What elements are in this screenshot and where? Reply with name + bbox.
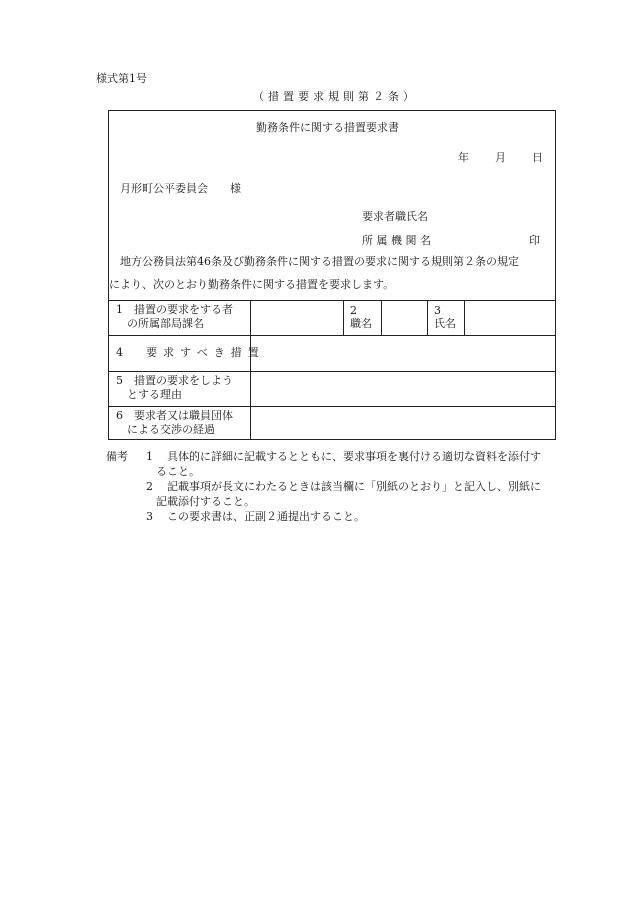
document-title: 勤務条件に関する措置要求書 [256,121,399,134]
row1-col3-label: 氏名 [434,317,456,330]
note-3-number: 3 [146,510,153,523]
date-day-label: 日 [532,151,543,164]
note-2-line2: 記載添付すること。 [156,495,255,508]
row4-label-line2: による交渉の経過 [127,423,215,436]
department-field[interactable] [251,301,342,334]
addressee: 月形町公平委員会 様 [120,182,241,195]
note-2-line1: 記載事項が長文にわたるときは該当欄に「別紙のとおり」と記入し、別紙に [167,480,541,493]
body-line-1: 地方公務員法第46条及び勤務条件に関する措置の要求に関する規則第２条の規定 [120,255,519,268]
row2-label: 4 要求すべき措置 [116,346,265,359]
requester-name-label: 要求者職氏名 [362,210,428,223]
date-month-label: 月 [495,151,506,164]
table-col-divider [343,300,344,335]
note-2-number: 2 [146,480,153,493]
note-1-line2: ること。 [156,465,200,478]
row1-col3-number: 3 [434,304,441,317]
requested-measure-field[interactable] [251,336,554,370]
body-line-2: により、次のとおり勤務条件に関する措置を要求します。 [109,278,395,291]
seal-label: 印 [529,234,540,247]
reason-field[interactable] [251,372,554,405]
form-number: 様式第1号 [96,72,147,85]
notes-section [106,449,576,524]
request-form-frame [108,110,556,440]
table-col-divider [427,300,428,335]
rule-reference: （措置要求規則第２条） [253,90,418,103]
note-3-line1: この要求書は、正副２通提出すること。 [167,510,365,523]
note-1-line1: 具体的に詳細に記載するとともに、要求事項を裏付ける適切な資料を添付す [167,450,541,463]
row1-col2-label: 職名 [350,317,372,330]
row1-label-line1: 1 措置の要求をする者 [116,303,233,316]
row1-label-line2: の所属部局課名 [127,317,204,330]
negotiation-history-field[interactable] [251,407,554,439]
row4-label-line1: 6 要求者又は職員団体 [116,409,233,422]
date-year-label: 年 [458,151,469,164]
position-field[interactable] [382,301,426,334]
row3-label-line2: とする理由 [127,388,182,401]
notes-heading: 備考 [106,450,128,463]
row1-col2-number: 2 [350,304,357,317]
row3-label-line1: 5 措置の要求をしよう [116,374,233,387]
note-1-number: 1 [146,450,153,463]
name-field[interactable] [465,301,554,334]
affiliation-label: 所 属 機 関 名 [362,234,431,247]
